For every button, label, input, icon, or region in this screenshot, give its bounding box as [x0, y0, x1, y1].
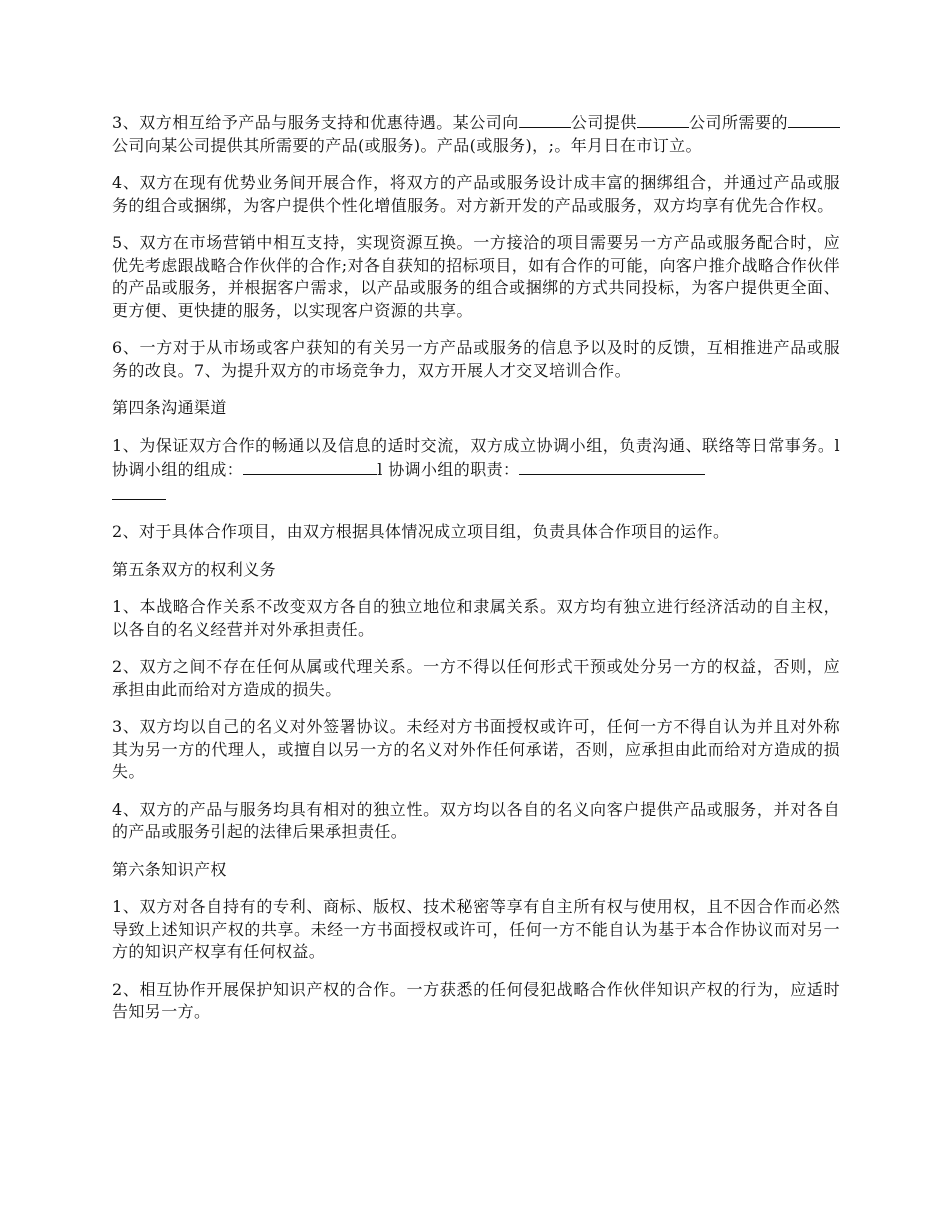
blank-line	[637, 110, 689, 128]
clause-3-text-c: 公司所需要的	[688, 113, 788, 132]
section-4-item-1-text-a: 1、为保证双方合作的畅通以及信息的适时交流，双方成立协调小组，负责沟通、联络等日常事务。l 协调小组的组成：	[112, 435, 840, 479]
clause-3-text-d: 公司向某公司提供其所需要的产品(或服务)。产品(或服务)，;。年月日在市订立。	[112, 135, 702, 155]
section-5-item-4: 4、双方的产品与服务均具有相对的独立性。双方均以各自的名义向客户提供产品或服务，并对各自的产品或服务引起的法律后果承担责任。	[112, 799, 840, 841]
blank-line	[519, 110, 571, 128]
section-5-item-2: 2、双方之间不存在任何从属或代理关系。一方不得以任何形式干预或处分另一方的权益，否则，应承担由此而给对方造成的损失。	[112, 657, 840, 699]
clause-5-paragraph: 5、双方在市场营销中相互支持，实现资源互换。一方接洽的项目需要另一方产品或服务配合时，应优先考虑跟战略合作伙伴的合作;对各自获知的招标项目，如有合作的可能，向客户推介战略合作伙伴的产品或服务，并根据客户需求，以产品或服务的组合或捆绑的方式共同投标，为客户提供更全面、更方便、更快捷的服务，以实现客户资源的共享。	[112, 233, 840, 320]
section-5-heading: 第五条双方的权利义务	[112, 559, 277, 579]
clause-4-paragraph: 4、双方在现有优势业务间开展合作，将双方的产品或服务设计成丰富的捆绑组合，并通过产品或服务的组合或捆绑，为客户提供个性化增值服务。对方新开发的产品或服务，双方均享有优先合作权。	[112, 173, 840, 215]
blank-line	[243, 457, 377, 475]
section-4-item-2: 2、对于具体合作项目，由双方根据具体情况成立项目组，负责具体合作项目的运作。	[112, 522, 730, 541]
clause-3-paragraph	[112, 110, 840, 157]
section-6-heading: 第六条知识产权	[112, 859, 227, 879]
section-6-item-1: 1、双方对各自持有的专利、商标、版权、技术秘密等享有自主所有权与使用权，且不因合作而必然导致上述知识产权的共享。未经一方书面授权或许可，任何一方不能自认为基于本合作协议而对另一方的知识产权享有任何权益。	[112, 897, 840, 961]
section-6-item-2: 2、相互协作开展保护知识产权的合作。一方获悉的任何侵犯战略合作伙伴知识产权的行为，应适时告知另一方。	[112, 979, 840, 1021]
section-4-item-1-text-b: l 协调小组的职责：	[377, 460, 520, 479]
blank-line	[788, 110, 840, 128]
document-page	[112, 110, 840, 1039]
blank-line	[112, 482, 166, 500]
section-5-item-3: 3、双方均以自己的名义对外签署协议。未经对方书面授权或许可，任何一方不得自认为并且对外称其为另一方的代理人，或擅自以另一方的名义对外作任何承诺，否则，应承担由此而给对方造成的损失。	[112, 717, 840, 781]
blank-line	[519, 457, 705, 475]
section-5-item-1: 1、本战略合作关系不改变双方各自的独立地位和隶属关系。双方均有独立进行经济活动的自主权，以各自的名义经营并对外承担责任。	[112, 597, 840, 639]
section-4-heading: 第四条沟通渠道	[112, 398, 227, 417]
section-4-item-1	[112, 435, 840, 507]
clause-3-text-b: 公司提供	[570, 113, 637, 132]
clause-3-text-a: 3、双方相互给予产品与服务支持和优惠待遇。某公司向	[112, 113, 519, 132]
clause-6-paragraph: 6、一方对于从市场或客户获知的有关另一方产品或服务的信息予以及时的反馈，互相推进产品或服务的改良。7、为提升双方的市场竞争力，双方开展人才交叉培训合作。	[112, 338, 840, 380]
